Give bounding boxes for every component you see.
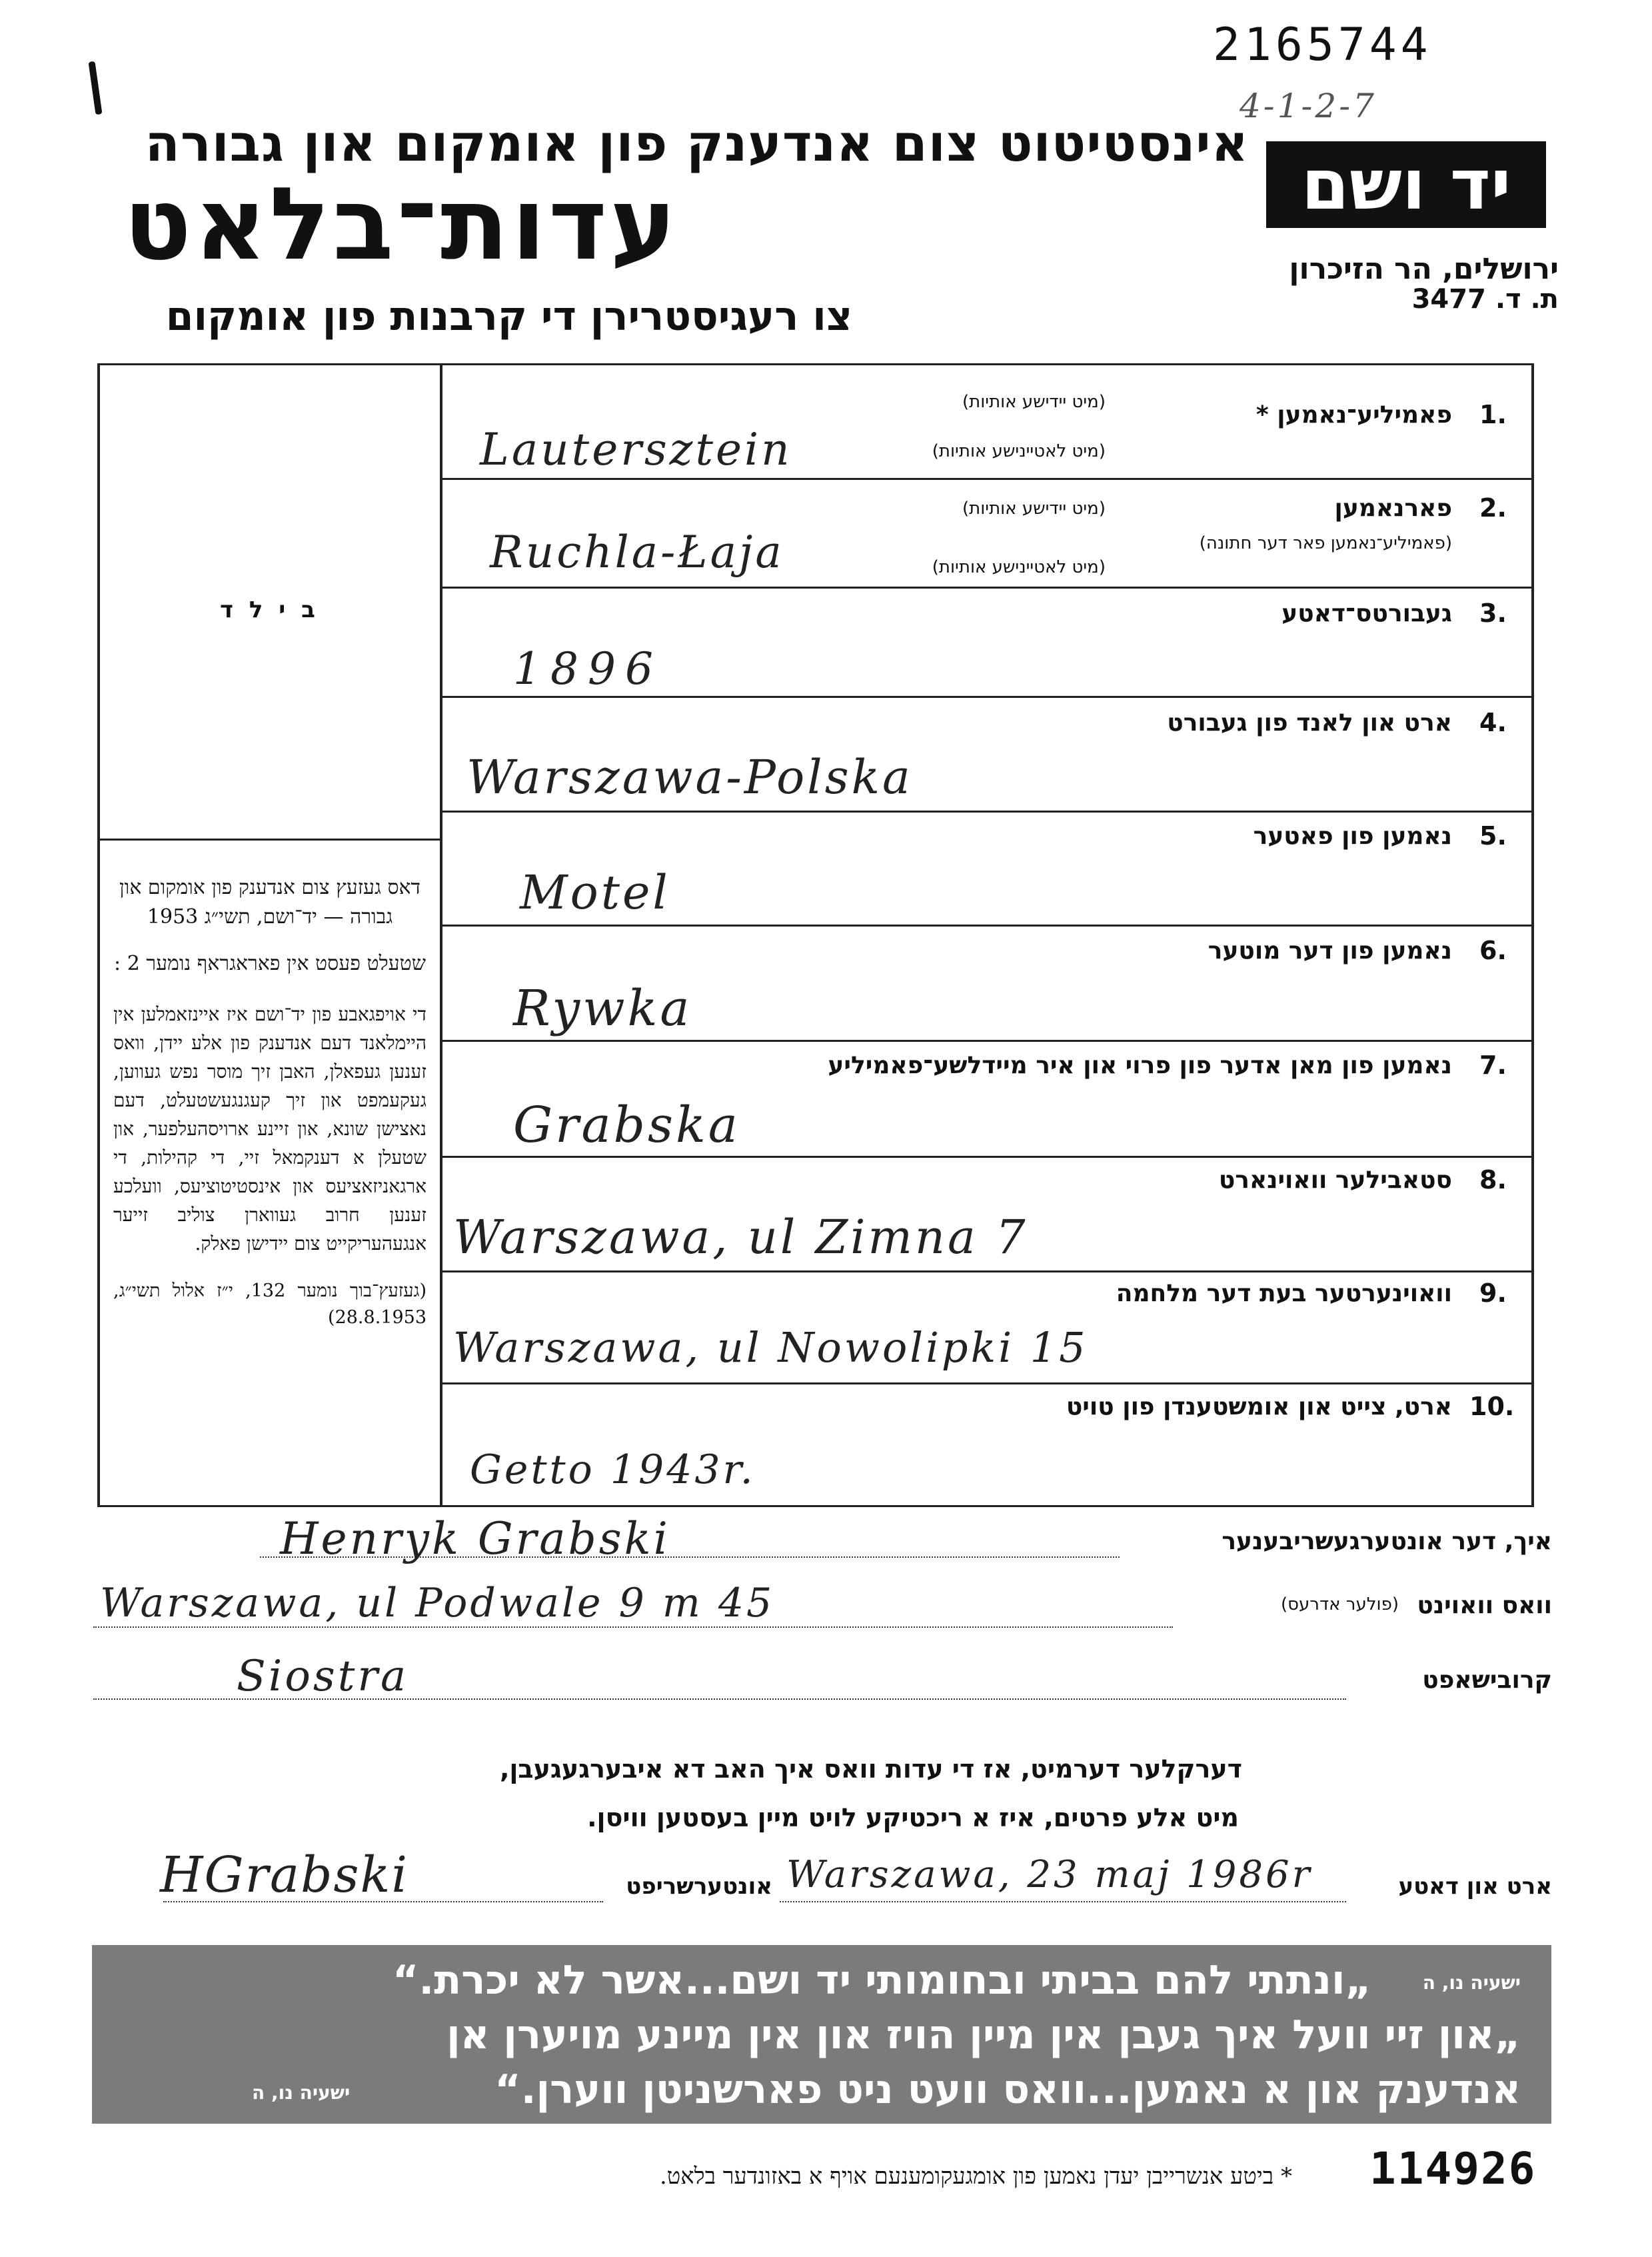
banner-line-3: אנדענק און א נאמען...וואס וועט ניט פארשניטן ווערן.“	[494, 2066, 1521, 2113]
banner-line-1-source: ישעיה נו, ה	[1422, 1972, 1521, 1994]
field-7-label: נאמען פון מאן אדער פון פרוי און איר מיידלשע־פאמיליע	[828, 1052, 1452, 1079]
field-1-value[interactable]: Lautersztein	[480, 424, 792, 475]
table-top-border	[97, 363, 1534, 365]
row-separator	[441, 696, 1531, 698]
declaration-line-1: דערקלער דערמיט, אז די עדות וואס איך האב דא איבערגעגעבן,	[499, 1754, 1242, 1784]
banner-line-3-source: ישעיה נו, ה	[252, 2082, 351, 2104]
field-2-hint-latin: (מיט לאטיינישע אותיות)	[932, 557, 1106, 577]
field-5-value[interactable]: Motel	[520, 865, 670, 920]
residence-value[interactable]: Warszawa, ul Podwale 9 m 45	[100, 1580, 775, 1626]
document-number: 2165744	[1213, 19, 1432, 71]
field-2-value[interactable]: Ruchla-Łaja	[490, 527, 784, 578]
row-separator	[441, 1156, 1531, 1158]
field-2-hint-yiddish: (מיט יידישע אותיות)	[962, 499, 1106, 519]
field-2-label: פארנאמען	[1334, 495, 1452, 522]
field-4-value[interactable]: Warszawa-Polska	[466, 750, 913, 805]
signer-label: איך, דער אונטערגעשריבענער	[1222, 1528, 1552, 1555]
row-separator	[441, 1270, 1531, 1272]
table-bottom-border	[97, 1505, 1534, 1507]
handwritten-scribble: 4-1-2-7	[1239, 87, 1377, 125]
relation-value[interactable]: Siostra	[237, 1652, 409, 1701]
field-6-label: נאמען פון דער מוטער	[1208, 937, 1452, 965]
relation-label: קרובישאפט	[1422, 1666, 1552, 1694]
field-5-number: 5.	[1479, 821, 1507, 851]
field-8-label: סטאבילער וואוינארט	[1218, 1166, 1452, 1194]
archive-number: 114926	[1369, 2143, 1537, 2194]
field-1-number: 1.	[1479, 400, 1507, 429]
quote-banner	[92, 1945, 1551, 2124]
signer-value[interactable]: Henryk Grabski	[280, 1513, 670, 1564]
declaration-line-2: מיט אלע פרטים, איז א ריכטיקע לויט מיין בעסטען וויסן.	[587, 1803, 1239, 1832]
row-separator	[441, 811, 1531, 813]
table-left-border	[97, 363, 100, 1506]
signature-value[interactable]: HGrabski	[160, 1846, 409, 1904]
place-date-line	[780, 1901, 1346, 1902]
residence-line	[93, 1626, 1173, 1628]
field-7-value[interactable]: Grabska	[513, 1097, 740, 1154]
footer-note: * ביטע אנשרייבן יעדן נאמען פון אומגעקומענעם אויף א באזונדער בלאט.	[659, 2163, 1292, 2190]
field-6-value[interactable]: Rywka	[513, 980, 692, 1037]
field-1-label: פאמיליע־נאמען *	[1255, 401, 1452, 429]
field-10-number: 10.	[1469, 1392, 1515, 1421]
legal-note-para-2: שטעלט פעסט אין פאראגראף נומער 2 :	[114, 952, 426, 975]
field-6-number: 6.	[1479, 936, 1507, 965]
row-separator	[441, 587, 1531, 589]
address-line-1: ירושלים, הר הזיכרון	[1289, 252, 1559, 286]
field-9-number: 9.	[1479, 1278, 1507, 1308]
legal-note-para-4: (געזעץ־בוך נומער 132, י״ז אלול תשי״ג, 28.8.1953)	[113, 1280, 426, 1328]
place-date-value[interactable]: Warszawa, 23 maj 1986r	[786, 1853, 1313, 1896]
field-2-hint-maiden: (פאמיליע־נאמען פאר דער חתונה)	[1199, 533, 1452, 553]
legal-note	[113, 873, 426, 1331]
table-column-divider	[440, 363, 442, 1506]
address-line-2: ת. ד. 3477	[1411, 284, 1559, 315]
legal-note-para-3: די אויפגאבע פון יד־ושם איז איינזאמלען אין היימלאנד דעם אנדענק פון אלע יידן, וואס זענען געפאלן, האבן זיך מוסר נפש געווען, געקעמפט און זיך קעגנגעשטעלט, דעם נאצישן שונא, און זיינע ארויסהעלפער, און שטעלן א דענקמאל זיי, די קהילות, די ארגאניזאציעס און אינסטיטוציעס, וועלכע זענען חרוב געווארן צוליב זייער אנגעהעריקייט צום יידישן פאלק.	[113, 1003, 426, 1254]
row-separator	[441, 478, 1531, 480]
banner-line-2: „און זיי וועל איך געבן אין מיין הויז און אין מיינע מויערן אן	[446, 2012, 1521, 2058]
photo-label: ב י ל ד	[220, 597, 319, 623]
field-2-number: 2.	[1479, 493, 1507, 523]
photo-box-bottom-border	[97, 839, 441, 841]
field-3-label: געבורטס־דאטע	[1281, 600, 1452, 627]
field-8-value[interactable]: Warszawa, ul Zimna 7	[453, 1210, 1028, 1264]
field-1-hint-latin: (מיט לאטיינישע אותיות)	[932, 441, 1106, 461]
signature-label: אונטערשריפט	[626, 1873, 772, 1900]
field-8-number: 8.	[1479, 1165, 1507, 1194]
row-separator	[441, 925, 1531, 927]
field-1-hint-yiddish: (מיט יידישע אותיות)	[962, 392, 1106, 412]
field-7-number: 7.	[1479, 1051, 1507, 1080]
field-9-value[interactable]: Warszawa, ul Nowolipki 15	[453, 1323, 1088, 1372]
field-10-label: ארט, צייט און אומשטענדן פון טויט	[1066, 1393, 1452, 1420]
legal-note-para-1: דאס געזעץ צום אנדענק פון אומקום און גבורה — יד־ושם, תשי״ג 1953	[119, 876, 420, 929]
field-3-number: 3.	[1479, 599, 1507, 628]
field-10-value[interactable]: Getto 1943r.	[470, 1446, 756, 1493]
institute-title: אינסטיטוט צום אנדענק פון אומקום און גבורה	[145, 113, 1249, 173]
field-9-label: וואוינערטער בעת דער מלחמה	[1116, 1280, 1452, 1307]
row-separator	[441, 1040, 1531, 1042]
place-date-label: ארט און דאטע	[1398, 1873, 1552, 1900]
banner-line-1: „ונתתי להם בביתי ובחומותי יד ושם...אשר לא יכרת.“	[392, 1957, 1371, 2004]
field-3-value[interactable]: 1896	[513, 643, 662, 695]
table-right-border	[1531, 363, 1534, 1506]
residence-hint: (פולער אדרעס)	[1281, 1594, 1399, 1614]
form-subtitle: צו רעגיסטרירן די קרבנות פון אומקום	[165, 293, 852, 340]
form-title: עדות־בלאט	[123, 167, 679, 283]
field-4-label: ארט און לאנד פון געבורט	[1167, 709, 1452, 737]
field-4-number: 4.	[1479, 708, 1507, 737]
yad-vashem-logo	[1266, 141, 1546, 228]
residence-label: וואס וואוינט	[1417, 1592, 1552, 1619]
margin-mark	[88, 61, 102, 115]
logo-text: יד ושם	[1301, 144, 1511, 225]
field-5-label: נאמען פון פאטער	[1253, 823, 1452, 850]
row-separator	[441, 1382, 1531, 1384]
